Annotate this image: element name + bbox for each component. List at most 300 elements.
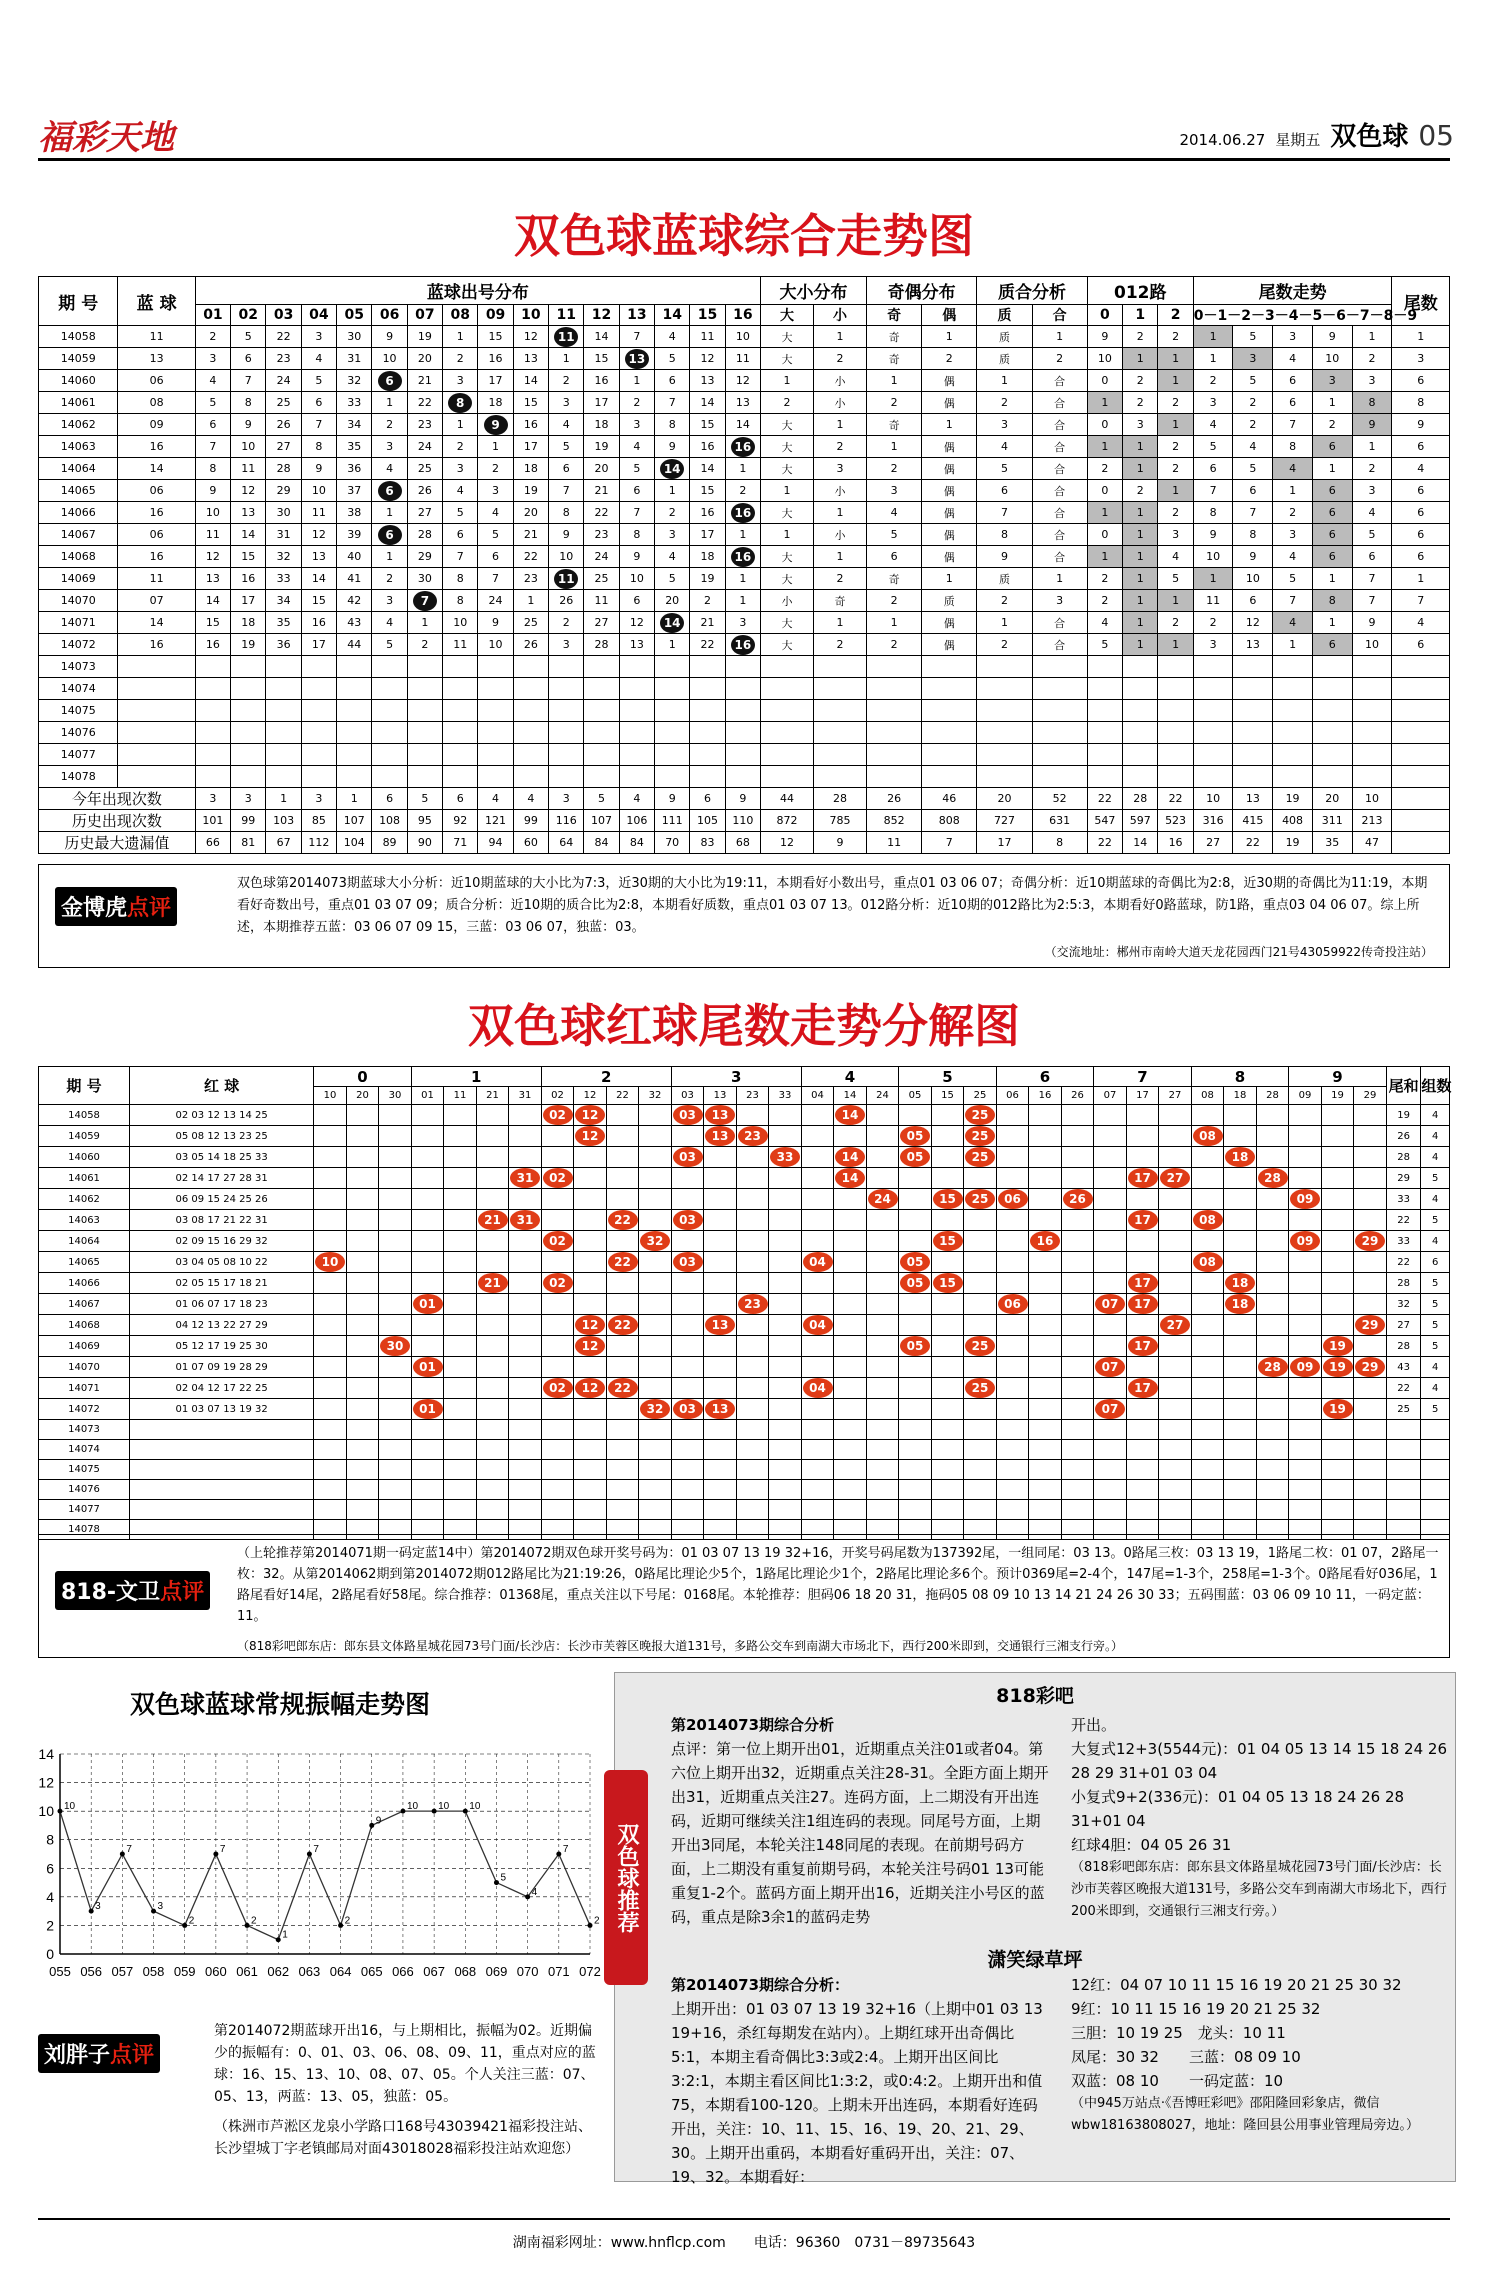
trend-cell: 1	[1312, 568, 1352, 590]
trend-cell: 3	[866, 480, 921, 502]
data-point	[463, 1809, 468, 1814]
trend-cell	[411, 1231, 444, 1252]
red-ball: 15	[933, 1231, 963, 1251]
sub-header: 33	[769, 1087, 802, 1105]
stats-cell: 14	[1123, 832, 1158, 854]
trend-cell: 26	[266, 414, 301, 436]
trend-cell	[1321, 1294, 1354, 1315]
trend-cell: 12	[301, 524, 336, 546]
red-ball: 22	[608, 1252, 638, 1272]
trend-cell	[574, 1315, 607, 1336]
tail-group: 8	[1191, 1067, 1289, 1087]
trend-cell	[834, 1315, 867, 1336]
trend-cell: 小	[814, 524, 867, 546]
trend-cell: 7	[655, 392, 690, 414]
trend-cell	[1029, 1378, 1062, 1399]
trend-cell	[639, 1336, 672, 1357]
trend-cell: 10	[478, 634, 513, 656]
trend-cell: 23	[266, 348, 301, 370]
trend-cell: 合	[1032, 502, 1087, 524]
trend-cell	[769, 1252, 802, 1273]
red-ball: 22	[608, 1378, 638, 1398]
trend-cell: 13	[513, 348, 548, 370]
stats-cell: 316	[1193, 810, 1233, 832]
trend-cell	[509, 1378, 542, 1399]
stats-cell: 27	[1193, 832, 1233, 854]
issue-cell: 14070	[39, 590, 118, 612]
trend-cell: 3	[549, 392, 584, 414]
trend-cell	[1289, 1231, 1322, 1252]
reds-cell: 03 04 05 08 10 22	[130, 1252, 314, 1273]
trend-cell: 6	[549, 458, 584, 480]
data-label: 4	[531, 1886, 538, 1898]
trend-cell	[476, 1357, 509, 1378]
trend-cell	[444, 1315, 477, 1336]
issue-cell: 14071	[39, 1378, 130, 1399]
red-ball: 19	[1323, 1357, 1353, 1377]
trend-cell: 3	[443, 370, 478, 392]
trend-cell	[1191, 1273, 1224, 1294]
trend-cell	[736, 1357, 769, 1378]
trend-cell: 1	[1087, 502, 1122, 524]
trend-cell	[964, 1210, 997, 1231]
data-label: 7	[126, 1844, 132, 1855]
trend-cell	[346, 1273, 379, 1294]
trend-cell	[931, 1399, 964, 1420]
stats-cell: 28	[1123, 788, 1158, 810]
red-ball: 32	[640, 1231, 670, 1251]
trend-cell	[866, 1168, 899, 1189]
stats-cell: 60	[513, 832, 548, 854]
trend-cell	[1256, 1210, 1289, 1231]
trend-cell: 4	[372, 612, 407, 634]
trend-cell	[574, 1294, 607, 1315]
trend-cell	[411, 1336, 444, 1357]
trend-cell	[444, 1357, 477, 1378]
trend-cell	[704, 1378, 737, 1399]
sub-header: 合	[1032, 305, 1087, 326]
trend-cell	[704, 1168, 737, 1189]
trend-cell	[1029, 1399, 1062, 1420]
trend-cell: 4	[619, 436, 654, 458]
trend-cell: 1	[1123, 436, 1158, 458]
table-row-empty	[39, 744, 1450, 766]
trend-cell	[1224, 1105, 1257, 1126]
trend-cell: 6	[195, 414, 230, 436]
analysis-right-2: 12红：04 07 10 11 15 16 19 20 21 25 30 32 9红：10 11 15 16 19 20 21 25 32 三胆：10 19 25 龙头：10 11 凤尾：30 32 三蓝：08 09 10 双蓝：08 10 一码定蓝：10 （中945万站点·《吾博旺彩吧》邵阳隆回彩象店，微信wbw18163808027，地址：隆回县公用事业管理局旁边。）	[1071, 1976, 1419, 2133]
trend-cell: 22	[513, 546, 548, 568]
trend-cell	[931, 1231, 964, 1252]
trend-cell	[1256, 1126, 1289, 1147]
trend-cell	[444, 1399, 477, 1420]
trend-cell: 2	[866, 634, 921, 656]
sub-header: 26	[1061, 1087, 1094, 1105]
trend-cell	[996, 1315, 1029, 1336]
comment-text: （上轮推荐第2014071期一码定蓝14中）第2014072期双色球开奖号码为：01 03 07 13 19 32+16，开奖号码尾数为137392尾，一组同尾：03 13。0路尾三枚：03 13 19，1路尾二枚：01 07，2路尾一枚：32。从第2014062期到第2014072期012路尾比为21:19:26，0路尾比理论少5个，1路尾比理论少1个，2路尾比理论多6个。预计0369尾=2-4个，147尾=1-3个，258尾=1-3个。0路尾看好036尾，1路尾看好14尾，2路尾看好58尾。综合推荐：01368尾，重点关注以下号尾：0168尾。本轮推荐：胆码06 18 20 31，拖码05 08 09 10 13 14 21 24 26 30 33；五码围蓝：03 06 09 10 11，一码定蓝：11。	[237, 1546, 1439, 1624]
red-ball: 04	[803, 1252, 833, 1272]
trend-cell: 大	[761, 546, 814, 568]
trend-cell	[1126, 1168, 1159, 1189]
box-title-xiaoxiao: 潇笑绿草坪	[987, 1949, 1083, 1971]
reds-cell: 03 05 14 18 25 33	[130, 1147, 314, 1168]
trend-cell	[1354, 1210, 1387, 1231]
trend-cell	[769, 1315, 802, 1336]
trend-cell	[736, 1189, 769, 1210]
issue-cell: 14075	[39, 700, 118, 722]
trend-cell: 8	[655, 414, 690, 436]
red-ball: 07	[1095, 1357, 1125, 1377]
trend-cell: 2	[1123, 370, 1158, 392]
trend-cell	[1224, 1168, 1257, 1189]
trend-cell: 17	[478, 370, 513, 392]
stats-cell: 89	[372, 832, 407, 854]
red-ball: 13	[705, 1399, 735, 1419]
trend-cell: 1	[1123, 458, 1158, 480]
trend-cell	[541, 1273, 574, 1294]
trend-cell: 8	[549, 502, 584, 524]
trend-cell: 3	[1352, 480, 1392, 502]
stats-cell: 116	[549, 810, 584, 832]
trend-cell	[379, 1357, 412, 1378]
trend-cell	[574, 1378, 607, 1399]
sum-cell: 26	[1386, 1126, 1421, 1147]
trend-cell	[379, 1399, 412, 1420]
red-ball: 12	[575, 1126, 605, 1146]
sub-header: 16	[1029, 1087, 1062, 1105]
group-cell: 5	[1421, 1210, 1450, 1231]
red-ball: 06	[998, 1294, 1028, 1314]
stats-cell: 26	[866, 788, 921, 810]
trend-cell	[314, 1294, 347, 1315]
trend-cell	[1256, 1105, 1289, 1126]
trend-cell: 7	[619, 502, 654, 524]
trend-cell	[346, 1210, 379, 1231]
trend-cell	[1029, 1252, 1062, 1273]
group-cell: 4	[1421, 1357, 1450, 1378]
trend-cell: 3	[1392, 348, 1450, 370]
trend-cell: 13	[1233, 634, 1273, 656]
trend-cell: 16	[690, 436, 725, 458]
issue-cell: 14076	[39, 1480, 130, 1500]
trend-cell: 19	[513, 480, 548, 502]
trend-cell	[379, 1273, 412, 1294]
trend-cell	[509, 1126, 542, 1147]
trend-cell: 18	[513, 458, 548, 480]
trend-cell: 1	[1158, 634, 1193, 656]
trend-cell: 1	[1352, 326, 1392, 348]
trend-cell	[834, 1252, 867, 1273]
trend-cell: 2	[866, 392, 921, 414]
trend-cell	[1094, 1105, 1127, 1126]
analysis-right-1: 开出。 大复式12+3(5544元)：01 04 05 13 14 15 18 24 26 28 29 31+01 03 04 小复式9+2(336元)：01 04 05 13 18 24 26 28 31+01 04 红球4胆：04 05 26 31 （818彩吧郎东店：郎东县文体路星城花园73号门面/长沙店：长沙市芙蓉区晚报大道131号，多路公交车到南湖大市场北下，西行200米即到，交通银行三湘支行旁。）	[1071, 1716, 1448, 1919]
trend-cell: 2	[372, 414, 407, 436]
sum-cell: 22	[1386, 1210, 1421, 1231]
trend-cell: 4	[549, 414, 584, 436]
trend-cell	[443, 392, 478, 414]
trend-cell: 小	[761, 590, 814, 612]
stats-cell: 66	[195, 832, 230, 854]
trend-cell	[1354, 1399, 1387, 1420]
trend-cell: 7	[1193, 480, 1233, 502]
trend-cell: 6	[1392, 546, 1450, 568]
trend-cell	[671, 1231, 704, 1252]
trend-cell	[1289, 1147, 1322, 1168]
trend-cell	[736, 1399, 769, 1420]
trend-cell: 6	[1392, 502, 1450, 524]
trend-cell	[1354, 1168, 1387, 1189]
trend-cell: 8	[1193, 502, 1233, 524]
brand-logo: 福彩天地	[38, 118, 174, 158]
trend-cell	[671, 1189, 704, 1210]
x-tick-label: 061	[236, 1964, 258, 1979]
x-tick-label: 055	[49, 1964, 71, 1979]
trend-cell	[964, 1357, 997, 1378]
trend-cell	[1159, 1357, 1192, 1378]
issue-cell: 14059	[39, 348, 118, 370]
box-title-818: 818彩吧	[996, 1685, 1074, 1707]
red-ball: 21	[478, 1210, 508, 1230]
trend-cell	[379, 1210, 412, 1231]
trend-cell	[444, 1126, 477, 1147]
blue-cell: 13	[118, 348, 195, 370]
trend-cell	[1256, 1315, 1289, 1336]
trend-cell: 13	[195, 568, 230, 590]
trend-cell	[996, 1336, 1029, 1357]
trend-cell: 12	[725, 370, 760, 392]
trend-cell	[1321, 1168, 1354, 1189]
trend-cell	[996, 1231, 1029, 1252]
trend-cell	[931, 1378, 964, 1399]
issue-cell: 14070	[39, 1357, 130, 1378]
trend-cell: 5	[549, 436, 584, 458]
trend-cell: 13	[231, 502, 266, 524]
trend-cell	[1061, 1252, 1094, 1273]
stats-row	[39, 832, 1450, 854]
trend-cell	[509, 1399, 542, 1420]
trend-cell	[444, 1105, 477, 1126]
trend-cell: 3	[1193, 392, 1233, 414]
trend-cell: 27	[407, 502, 442, 524]
sum-cell: 33	[1386, 1189, 1421, 1210]
trend-cell: 30	[266, 502, 301, 524]
red-ball: 25	[965, 1105, 995, 1125]
group-cell: 4	[1421, 1189, 1450, 1210]
trend-cell: 18	[690, 546, 725, 568]
red-ball: 24	[868, 1189, 898, 1209]
trend-cell: 11	[301, 502, 336, 524]
stats-cell: 6	[690, 788, 725, 810]
trend-cell	[1256, 1357, 1289, 1378]
trend-cell	[314, 1126, 347, 1147]
trend-cell	[444, 1294, 477, 1315]
trend-cell: 2	[1032, 348, 1087, 370]
trend-cell	[1094, 1189, 1127, 1210]
trend-cell	[736, 1315, 769, 1336]
group-cell: 5	[1421, 1168, 1450, 1189]
trend-cell: 9	[549, 524, 584, 546]
trend-cell: 1	[655, 634, 690, 656]
trend-cell: 11	[725, 348, 760, 370]
trend-cell: 6	[443, 524, 478, 546]
trend-cell	[801, 1315, 834, 1336]
trend-cell	[1061, 1273, 1094, 1294]
trend-cell: 2	[372, 568, 407, 590]
trend-cell: 1	[814, 612, 867, 634]
trend-cell: 14	[231, 524, 266, 546]
trend-cell: 3	[977, 414, 1032, 436]
issue-cell: 14062	[39, 414, 118, 436]
sub-header: 07	[1094, 1087, 1127, 1105]
trend-cell	[379, 1294, 412, 1315]
trend-cell: 2	[1087, 590, 1122, 612]
trend-cell	[931, 1336, 964, 1357]
trend-cell: 1	[1193, 348, 1233, 370]
stats-cell: 213	[1352, 810, 1392, 832]
trend-cell	[541, 1210, 574, 1231]
trend-cell: 奇	[866, 568, 921, 590]
trend-cell: 2	[866, 590, 921, 612]
trend-cell: 1	[1158, 414, 1193, 436]
trend-cell: 偶	[922, 370, 977, 392]
sub-header: 偶	[922, 305, 977, 326]
trend-cell: 5	[1087, 634, 1122, 656]
data-label: 10	[438, 1801, 450, 1813]
data-point	[525, 1894, 530, 1899]
red-ball: 05	[900, 1336, 930, 1356]
trend-cell	[509, 1315, 542, 1336]
trend-cell	[476, 1210, 509, 1231]
trend-cell	[964, 1378, 997, 1399]
trend-cell	[606, 1168, 639, 1189]
trend-cell	[346, 1252, 379, 1273]
trend-cell: 2	[1123, 392, 1158, 414]
red-ball: 02	[543, 1378, 573, 1398]
trend-cell	[574, 1252, 607, 1273]
data-point	[182, 1923, 187, 1928]
trend-cell	[801, 1273, 834, 1294]
blue-cell: 16	[118, 546, 195, 568]
red-trend-title: 双色球红球尾数走势分解图	[468, 999, 1020, 1053]
data-point	[245, 1923, 250, 1928]
trend-cell: 1	[1392, 326, 1450, 348]
stats-cell: 9	[725, 788, 760, 810]
red-trend-table	[38, 1066, 1450, 1540]
tail-group: 4	[801, 1067, 899, 1087]
trend-cell	[549, 568, 584, 590]
issue-cell: 14072	[39, 634, 118, 656]
sum-cell: 43	[1386, 1357, 1421, 1378]
trend-cell	[314, 1168, 347, 1189]
trend-cell	[834, 1294, 867, 1315]
stats-cell: 17	[977, 832, 1032, 854]
trend-cell: 奇	[866, 348, 921, 370]
sub-header: 11	[549, 305, 584, 326]
analysis-left-2: 第2014073期综合分析： 上期开出：01 03 07 13 19 32+16（上期中01 03 13 19+16，杀红每期发在站内）。上期红球开出奇偶比5:1，本期主看奇偶比3:3或2:4。上期开出区间比3:2:1，本期主看区间比1:3:2，或0:4:2。上期开出和值75，本期看100-120。上期未开出连码，本期看好连码开出，关注：10、11、15、16、19、20、21、29、30。上期开出重码，本期看好重码开出，关注：07、19、32。本期看好：	[671, 1976, 1043, 2186]
trend-cell: 偶	[922, 524, 977, 546]
red-ball: 33	[770, 1147, 800, 1167]
sub-header: 24	[866, 1087, 899, 1105]
trend-cell: 8	[301, 436, 336, 458]
trend-cell: 1	[443, 326, 478, 348]
trend-cell: 3	[1352, 370, 1392, 392]
trend-cell	[639, 1315, 672, 1336]
trend-cell	[1126, 1147, 1159, 1168]
group-cell: 4	[1421, 1147, 1450, 1168]
red-ball: 16	[1030, 1231, 1060, 1251]
trend-cell	[1224, 1189, 1257, 1210]
trend-cell	[379, 1336, 412, 1357]
trend-cell	[541, 1336, 574, 1357]
table-row	[39, 326, 1450, 348]
trend-cell	[1354, 1378, 1387, 1399]
trend-cell	[509, 1105, 542, 1126]
trend-cell	[314, 1273, 347, 1294]
trend-cell	[1094, 1357, 1127, 1378]
stats-cell: 22	[1087, 832, 1122, 854]
trend-cell: 4	[1233, 436, 1273, 458]
trend-cell: 9	[231, 414, 266, 436]
stats-cell: 84	[584, 832, 619, 854]
trend-cell: 1	[1392, 568, 1450, 590]
stats-cell: 872	[761, 810, 814, 832]
trend-cell: 4	[1352, 502, 1392, 524]
col-size: 大小分布	[761, 277, 867, 305]
trend-cell: 2	[814, 568, 867, 590]
trend-cell	[899, 1168, 932, 1189]
y-tick-label: 12	[38, 1774, 54, 1791]
trend-cell	[541, 1294, 574, 1315]
trend-cell	[541, 1126, 574, 1147]
sub-header: 25	[964, 1087, 997, 1105]
trend-cell	[964, 1105, 997, 1126]
trend-cell	[1191, 1252, 1224, 1273]
trend-cell	[619, 348, 654, 370]
sub-header: 05	[337, 305, 372, 326]
trend-cell	[1029, 1189, 1062, 1210]
table-row-empty	[39, 722, 1450, 744]
trend-cell	[1061, 1336, 1094, 1357]
table-row	[39, 480, 1450, 502]
stats-cell: 70	[655, 832, 690, 854]
header-right	[1179, 116, 1454, 153]
sub-header: 17	[1126, 1087, 1159, 1105]
trend-cell: 2	[1158, 326, 1193, 348]
stats-cell: 19	[1273, 832, 1313, 854]
trend-cell: 9	[1392, 414, 1450, 436]
trend-cell	[736, 1378, 769, 1399]
trend-cell	[1126, 1273, 1159, 1294]
trend-cell: 1	[1312, 612, 1352, 634]
trend-cell	[346, 1147, 379, 1168]
blue-cell: 11	[118, 568, 195, 590]
trend-cell: 10	[1193, 546, 1233, 568]
blue-trend-title: 双色球蓝球综合走势图	[514, 209, 974, 263]
trend-cell	[671, 1168, 704, 1189]
trend-cell: 1	[1273, 480, 1313, 502]
issue-cell: 14058	[39, 326, 118, 348]
trend-cell: 3	[1312, 370, 1352, 392]
trend-cell	[444, 1231, 477, 1252]
stats-cell: 20	[1312, 788, 1352, 810]
trend-cell: 合	[1032, 612, 1087, 634]
trend-cell: 22	[266, 326, 301, 348]
x-tick-label: 057	[111, 1964, 134, 1979]
stats-label: 历史出现次数	[39, 810, 196, 832]
col-tailnum: 尾数	[1392, 277, 1450, 326]
trend-cell	[606, 1252, 639, 1273]
comment-source: （818彩吧郎东店：郎东县文体路星城花园73号门面/长沙店：长沙市芙蓉区晚报大道131号，多路公交车到南湖大市场北下，西行200米即到，交通银行三湘支行旁。）	[237, 1639, 1124, 1653]
issue-cell: 14061	[39, 392, 118, 414]
